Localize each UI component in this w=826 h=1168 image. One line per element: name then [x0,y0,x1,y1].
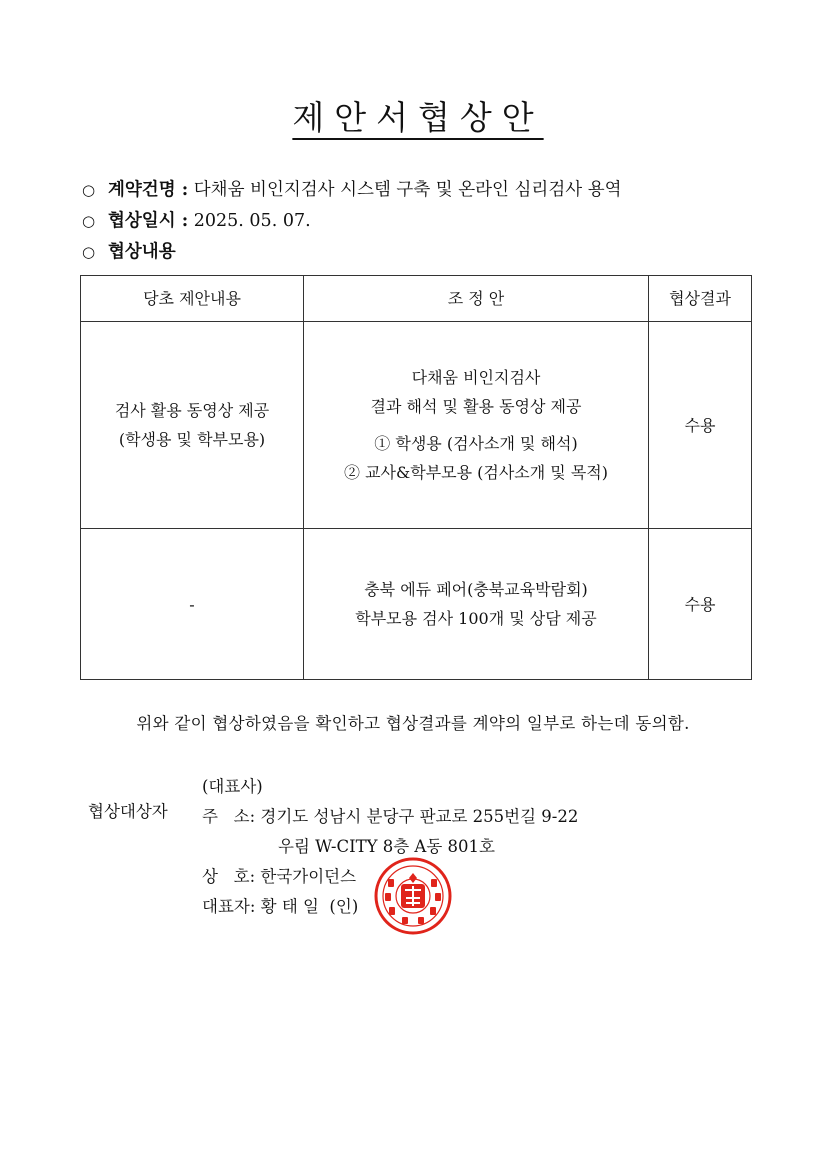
representative-label: (대표사) [202,777,263,796]
contract-label: 계약건명 : [108,180,189,200]
company-line: 상 호: 한국가이던스 [202,867,357,886]
table-row [81,529,752,680]
row2-result: 수용 [649,529,752,680]
company-seal-icon [374,857,452,935]
negotiation-date-line [82,209,311,233]
bullet-icon: ○ [82,243,96,261]
row1-result: 수용 [649,322,752,529]
contract-value: 다채움 비인지검사 시스템 구축 및 온라인 심리검사 용역 [193,180,622,200]
document-title-wrap [0,92,826,139]
party-label: 협상대상자 [88,802,168,821]
table-row [81,322,752,529]
bullet-icon: ○ [82,212,96,230]
date-value: 2025. 05. 07. [193,211,311,231]
address-line-1: 주 소: 경기도 성남시 분당구 판교로 255번길 9-22 [202,807,579,826]
date-label: 협상일시 : [108,211,189,231]
table-header-row [81,276,752,322]
row2-adjusted: 충북 에듀 페어(충북교육박람회) 학부모용 검사 100개 및 상담 제공 [304,529,649,680]
header-original: 당초 제안내용 [81,276,304,322]
bullet-icon: ○ [82,181,96,199]
document-title: 제안서협상안 [292,98,544,137]
negotiation-content-line [82,240,176,264]
agreement-statement: 위와 같이 협상하였음을 확인하고 협상결과를 계약의 일부로 하는데 동의함. [136,714,690,733]
contract-name-line [82,178,622,202]
row1-adjusted: 다채움 비인지검사 결과 해석 및 활용 동영상 제공 ① 학생용 (검사소개 및 해석) ② 교사&학부모용 (검사소개 및 목적) [304,322,649,529]
content-label: 협상내용 [108,242,176,262]
ceo-line: 대표자: 황 태 일 (인) [202,897,359,916]
header-adjusted: 조 정 안 [304,276,649,322]
row2-original: - [81,529,304,680]
address-line-2: 우림 W-CITY 8층 A동 801호 [278,837,495,856]
row1-original: 검사 활용 동영상 제공 (학생용 및 학부모용) [81,322,304,529]
negotiation-table [80,275,752,680]
header-result: 협상결과 [649,276,752,322]
